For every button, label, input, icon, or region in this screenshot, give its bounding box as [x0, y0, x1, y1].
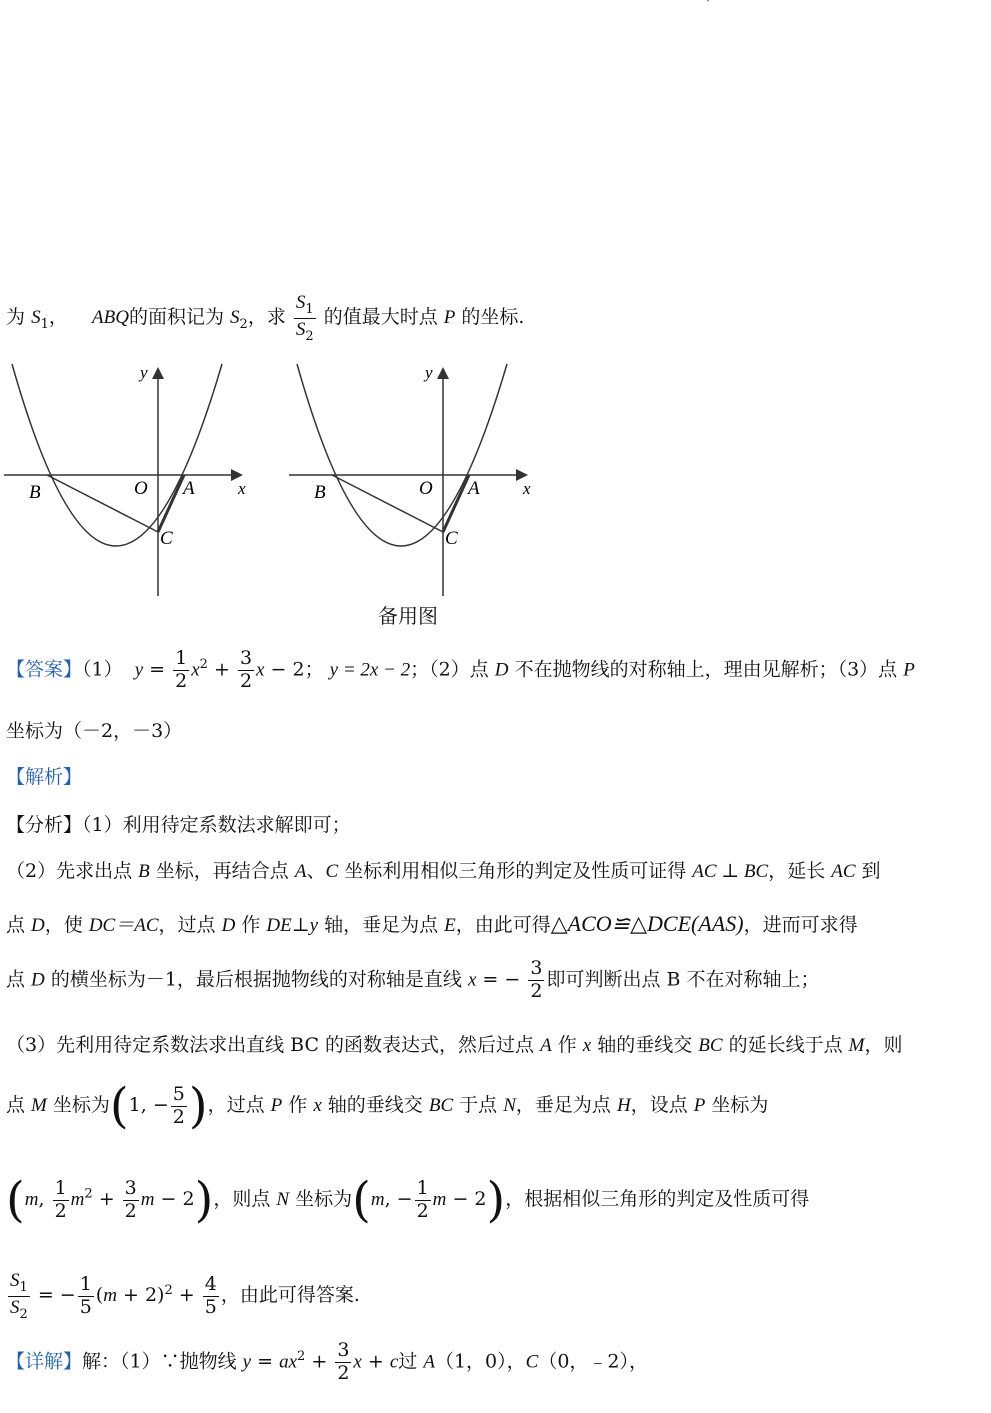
analysis-line-3: 点 D，使 DC＝AC，过点 D 作 DE⊥y 轴，垂足为点 E，由此可得△ACO≌△DCE(AAS)，进而可求得 [6, 911, 858, 936]
analysis-line-1: 【分析】（1）利用待定系数法求解即可； [6, 814, 351, 836]
y-label: y [140, 363, 148, 382]
analysis-tag: 【解析】 [6, 766, 83, 788]
b-label: B [29, 482, 41, 503]
analysis-line-4: 点 D 的横坐标为－1，最后根据抛物线的对称轴是直线 x = − $\frac{3}{2}$ 即可判断出点 B 不在对称轴上； [6, 957, 820, 1002]
figure-1 [0, 358, 270, 603]
s1-over-s2: $\frac{S_1}{S_2}$ [295, 292, 314, 344]
analysis-line-8: $\frac{S_1}{S_2}$ = − $\frac{1}{5}$ $(m + 2)^2$ + $\frac{4}{5}$ ，由此可得答案. [10, 1270, 360, 1322]
detail-line: 【详解】解：（1）∵抛物线 $y = ax^2$ + $\frac{3}{2}$ x + c过 A（1，0），C（0，﹣2）， [6, 1339, 648, 1384]
svg-text:O: O [419, 478, 433, 499]
analysis-line-5: （3）先利用待定系数法求出直线 BC 的函数表达式，然后过点 A 作 x 轴的垂线交 BC 的延长线于点 M，则 [6, 1034, 903, 1056]
svg-text:y: y [425, 363, 433, 382]
a-label: A [183, 478, 195, 499]
svg-text:B: B [314, 482, 326, 503]
top-mark: · [706, 0, 710, 8]
answer-tag: 【答案】 [6, 658, 83, 681]
o-label: O [134, 478, 148, 499]
svg-text:A: A [468, 478, 480, 499]
figure-caption: 备用图 [378, 604, 438, 628]
answer-line-2: 坐标为（－2，－3） [6, 720, 183, 742]
analysis-line-6: 点 M 坐标为(1, − $\frac{5}{2}$ )，过点 P 作 x 轴的垂线交 BC 于点 N，垂足为点 H，设点 P 坐标为 [6, 1078, 769, 1134]
c-label: C [160, 528, 173, 549]
problem-line: 为 $S_1$， ABQ的面积记为 $S_2$，求 $\frac{S_1}{S_2}$ 的值最大时点 P 的坐标. [6, 292, 525, 344]
figure-2 [285, 358, 555, 603]
x-label: x [238, 479, 246, 498]
svg-text:x: x [523, 479, 531, 498]
svg-text:C: C [445, 528, 458, 549]
answer-line: 【答案】（1） y = $\frac{1}{2}$ $x^2$ + $\frac{3}{2}$ x − 2； y = 2x − 2；（2）点 D 不在抛物线的对称轴上，理由见解析；（3）点 P [6, 647, 915, 692]
analysis-line-2: （2）先求出点 B 坐标，再结合点 A、C 坐标利用相似三角形的判定及性质可证得 AC ⊥ BC，延长 AC 到 [6, 860, 881, 882]
analysis-line-7: (m, $\frac{1}{2}$ $m^2$ + $\frac{3}{2}$ m − 2)，则点 N 坐标为(m, − $\frac{1}{2}$ m − 2)，根据相似三角形的判定及性质可得 [6, 1172, 810, 1228]
